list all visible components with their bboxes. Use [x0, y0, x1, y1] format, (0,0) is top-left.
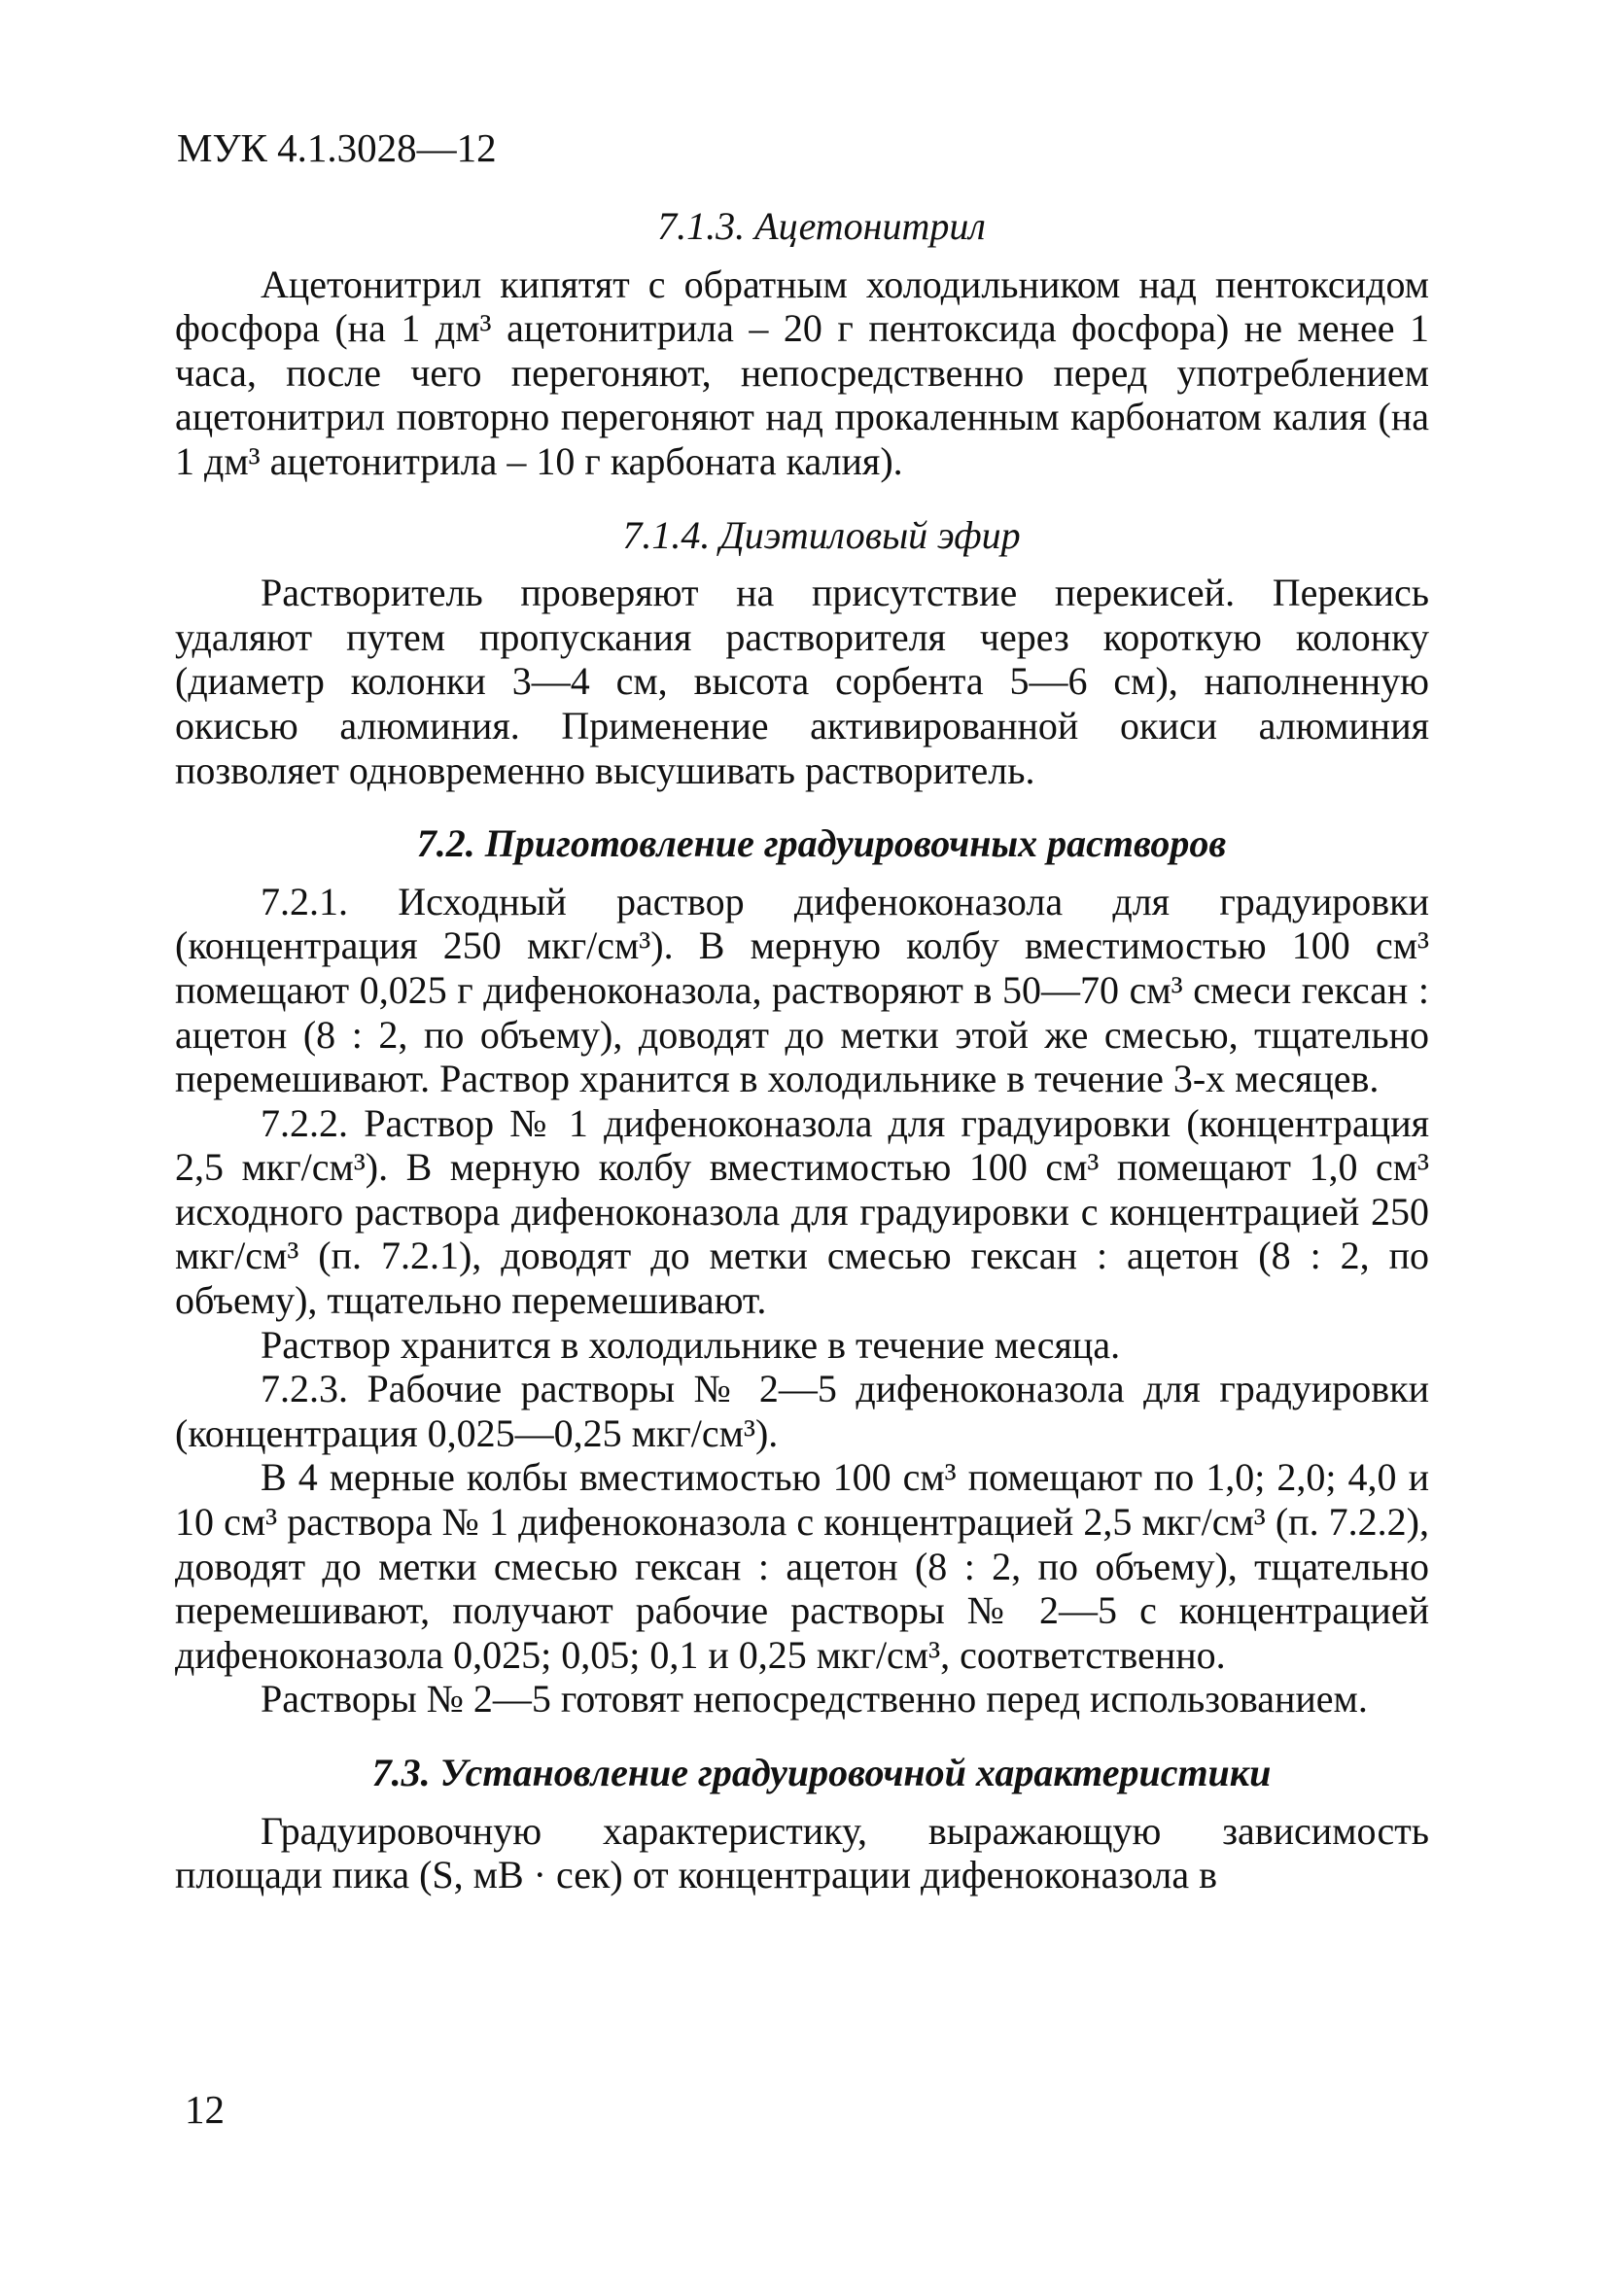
section-7-2-1-paragraph: 7.2.1. Исходный раствор дифеноконазола для градуировки (концентрация 250 мкг/см³). В мерную колбу вместимостью 100 см³ помещают 0,025 г дифеноконазола, растворяют в 50—70 см³ смеси гексан : ацетон (8 : 2, по объему), доводят до метки этой же смесью, тщательно перемешивают. Раствор хранится в холодильнике в течение 3-х месяцев.	[175, 879, 1429, 1101]
section-7-2-2-paragraph: 7.2.2. Раствор № 1 дифеноконазола для градуировки (концентрация 2,5 мкг/см³). В мерную колбу вместимостью 100 см³ помещают 1,0 см³ исходного раствора дифеноконазола для градуировки с концентрацией 250 мкг/см³ (п. 7.2.1), доводят до метки смесью гексан : ацетон (8 : 2, по объему), тщательно перемешивают.	[175, 1100, 1429, 1323]
section-7-2-3-paragraph: 7.2.3. Рабочие растворы № 2—5 дифеноконазола для градуировки (концентрация 0,025—0,25 мкг/см³).	[175, 1367, 1429, 1455]
section-7-1-4-title: 7.1.4. Диэтиловый эфир	[622, 512, 1021, 557]
section-7-2-2-storage: Раствор хранится в холодильнике в течение месяца.	[261, 1322, 1121, 1367]
document-code: МУК 4.1.3028—12	[177, 125, 497, 170]
section-7-1-3-paragraph: Ацетонитрил кипятят с обратным холодильником над пентоксидом фосфора (на 1 дм³ ацетонитрила – 20 г пентоксида фосфора) не менее 1 часа, после чего перегоняют, непосредственно перед употреблением ацетонитрил повторно перегоняют над прокаленным карбонатом калия (на 1 дм³ ацетонитрила – 10 г карбоната калия).	[175, 261, 1429, 483]
section-7-2-3-details: В 4 мерные колбы вместимостью 100 см³ помещают по 1,0; 2,0; 4,0 и 10 см³ раствора № 1 дифеноконазола с концентрацией 2,5 мкг/см³ (п. 7.2.2), доводят до метки смесью гексан : ацетон (8 : 2, по объему), тщательно перемешивают, получают рабочие растворы № 2—5 с концентрацией дифеноконазола 0,025; 0,05; 0,1 и 0,25 мкг/см³, соответственно.	[175, 1455, 1429, 1677]
section-7-3-title: 7.3. Установление градуировочной характеристики	[371, 1751, 1272, 1794]
section-7-3-paragraph: Градуировочную характеристику, выражающую зависимость площади пика (S, мВ · сек) от концентрации дифеноконазола в	[175, 1808, 1429, 1897]
page-number: 12	[185, 2087, 225, 2132]
section-7-1-3-title: 7.1.3. Ацетонитрил	[657, 204, 986, 248]
section-7-2-3-note: Растворы № 2—5 готовят непосредственно перед использованием.	[261, 1677, 1368, 1722]
page-content	[175, 204, 1429, 1897]
section-7-2-title: 7.2. Приготовление градуировочных растворов	[416, 821, 1227, 866]
section-7-1-4-paragraph: Растворитель проверяют на присутствие перекисей. Перекись удаляют путем пропускания растворителя через короткую колонку (диаметр колонки 3—4 см, высота сорбента 5—6 см), наполненную окисью алюминия. Применение активированной окиси алюминия позволяет одновременно высушивать растворитель.	[175, 571, 1429, 792]
